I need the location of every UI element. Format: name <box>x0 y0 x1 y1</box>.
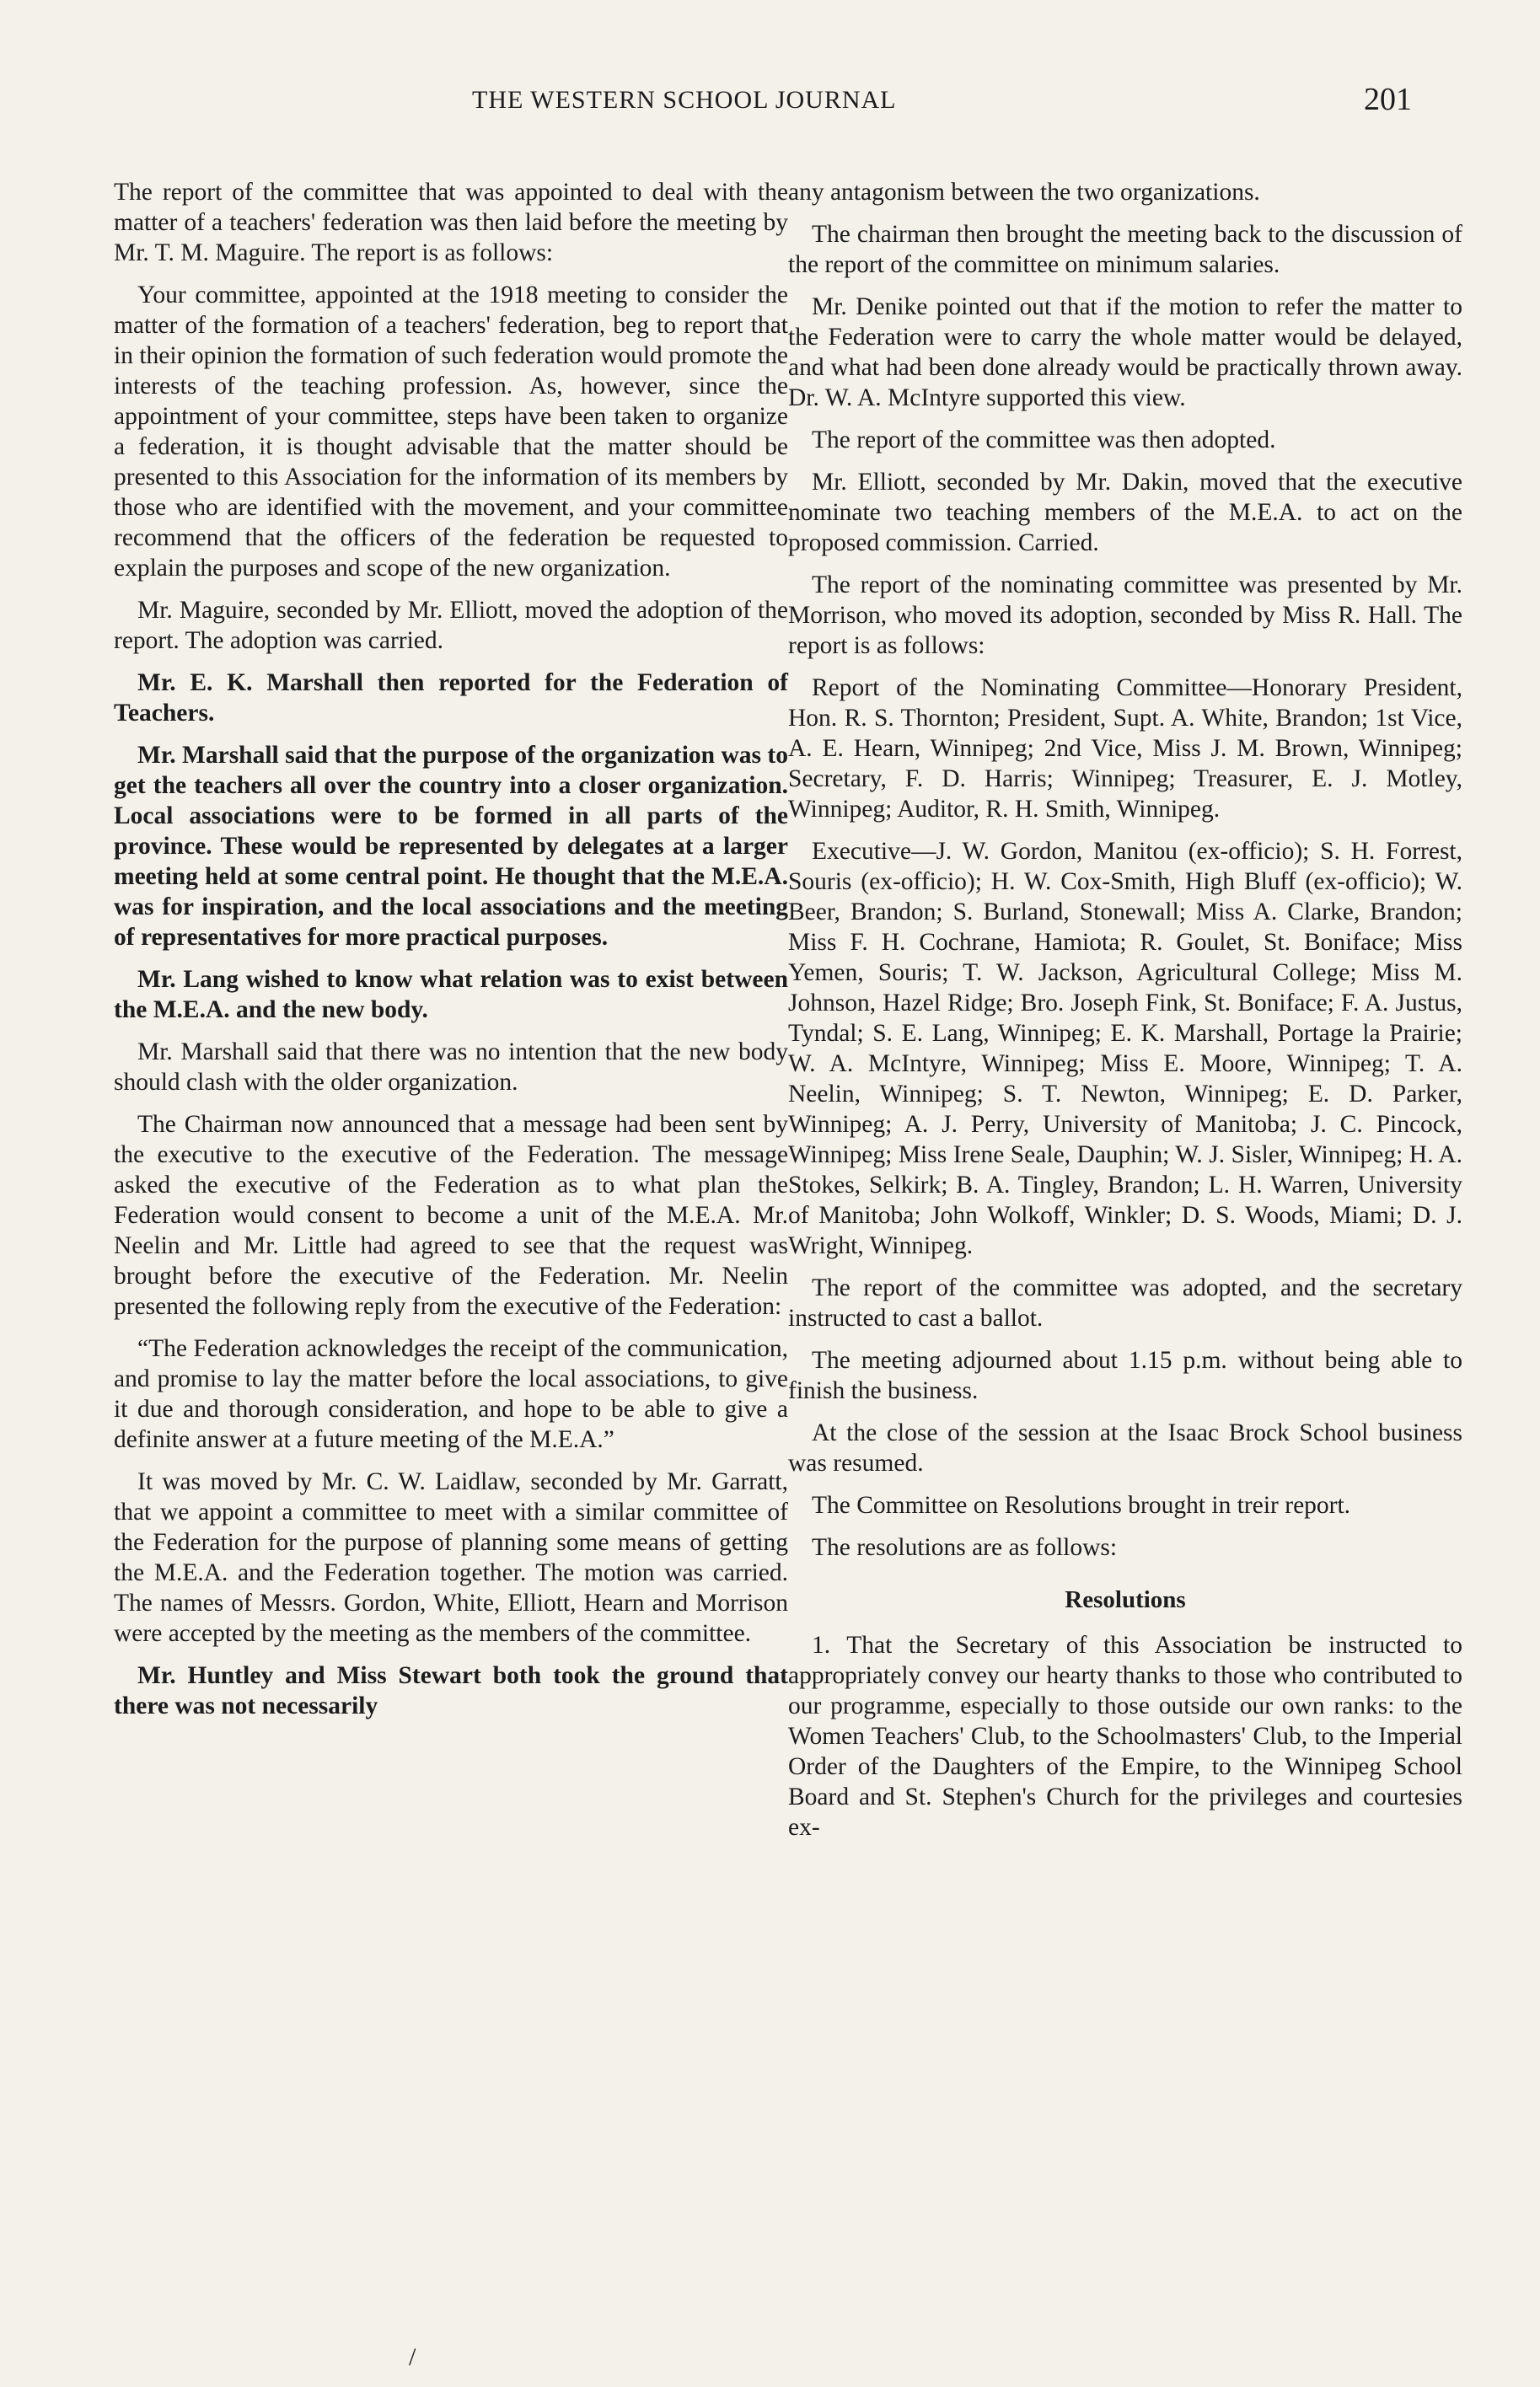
paragraph-maguire-motion: Mr. Maguire, seconded by Mr. Elliott, moved the adoption of the report. The adoption was carried. <box>114 597 788 654</box>
paragraph-federation-reply: “The Federation acknowledges the receipt of the communication, and promise to lay the matter before the local associations, to give it due and thorough consideration, and hope to be able to give a definite answer at a future meeting of the M.E.A.” <box>114 1335 788 1453</box>
paragraph-marshall-reply: Mr. Marshall said that there was no intention that the new body should clash with the older organization. <box>114 1038 788 1096</box>
paragraph-laidlaw-motion: It was moved by Mr. C. W. Laidlaw, seconded by Mr. Garratt, that we appoint a committee to meet with a similar committee of the Federation for the purpose of planning some means of getting the M.E.A. and the Federation together. The motion was carried. The names of Messrs. Gordon, White, Elliott, Hearn and Morrison were accepted by the meeting as the members of the committee. <box>114 1468 788 1647</box>
paragraph-isaac-brock: At the close of the session at the Isaac Brock School business was resumed. <box>788 1419 1462 1477</box>
page-number: 201 <box>1364 82 1412 117</box>
paragraph-resolutions-follow: The resolutions are as follows: <box>812 1534 1118 1561</box>
paragraph-report-adopted: The report of the committee was then adopted. <box>812 426 1276 453</box>
paragraph-executive-list: Executive—J. W. Gordon, Manitou (ex-officio); S. H. Forrest, Souris (ex-officio); H. W. Cox-Smith, High Bluff (ex-officio); W. Beer, Brandon; S. Burland, Stonewall; Miss A. Clarke, Brandon; Miss F. H. Cochrane, Hamiota; R. Goulet, St. Boniface; Miss Yemen, Souris; T. W. Jackson, Agricultural College; Miss M. Johnson, Hazel Ridge; Bro. Joseph Fink, St. Boniface; F. A. Justus, Tyndal; S. E. Lang, Winnipeg; E. K. Marshall, Portage la Prairie; W. A. McIntyre, Winnipeg; Miss E. Moore, Winnipeg; T. A. Neelin, Winnipeg; S. T. Newton, Winnipeg; E. D. Parker, Winnipeg; A. J. Perry, University of Manitoba; J. C. Pincock, Winnipeg; Miss Irene Seale, Dauphin; W. J. Sisler, Winnipeg; H. A. Stokes, Selkirk; B. A. Tingley, Brandon; L. H. Warren, University of Manitoba; John Wolkoff, Winkler; D. S. Woods, Miami; D. J. Wright, Winnipeg. <box>788 838 1462 1259</box>
paragraph-chairman-message: The Chairman now announced that a message had been sent by the executive to the executive of the Federation. The message asked the executive of the Federation as to what plan the Federation would consent to become a unit of the M.E.A. Mr. Neelin and Mr. Little had agreed to see that the request was brought before the executive of the Federation. Mr. Neelin presented the following reply from the executive of the Federation: <box>114 1111 788 1320</box>
paragraph-nominating-report: Report of the Nominating Committee—Honorary President, Hon. R. S. Thornton; President, Supt. A. White, Brandon; 1st Vice, A. E. Hearn, Winnipeg; 2nd Vice, Miss J. M. Brown, Winnipeg; Secretary, F. D. Harris; Winnipeg; Treasurer, E. J. Motley, Winnipeg; Auditor, R. H. Smith, Winnipeg. <box>788 674 1462 823</box>
paragraph-lang-question: Mr. Lang wished to know what relation was to exist between the M.E.A. and the new body. <box>114 966 788 1023</box>
paragraph-nominating-intro: The report of the nominating committee was presented by Mr. Morrison, who moved its adoption, seconded by Miss R. Hall. The report is as follows: <box>788 571 1462 659</box>
resolutions-heading: Resolutions <box>1065 1586 1186 1613</box>
paragraph-resolution-1: 1. That the Secretary of this Association be instructed to appropriately convey our hearty thanks to those who contributed to our programme, especially to those outside our own ranks: to the Women Teachers' Club, to the Schoolmasters' Club, to the Imperial Order of the Daughters of the Empire, to the Winnipeg School Board and St. Stephen's Church for the privileges and courtesies ex- <box>788 1632 1462 1841</box>
paragraph-antagonism: any antagonism between the two organizations. <box>788 179 1260 206</box>
paragraph-marshall-purpose: Mr. Marshall said that the purpose of the organization was to get the teachers all over the country into a closer organization. Local associations were to be formed in all parts of the province. These would be represented by delegates at a larger meeting held at some central point. He thought that the M.E.A. was for inspiration, and the local associations and the meeting of representatives for more practical purposes. <box>114 742 788 951</box>
paragraph-adjourned: The meeting adjourned about 1.15 p.m. without being able to finish the business. <box>788 1347 1462 1404</box>
paragraph-elliott-motion: Mr. Elliott, seconded by Mr. Dakin, moved that the executive nominate two teaching members of the M.E.A. to act on the proposed commission. Carried. <box>788 469 1462 556</box>
paragraph-chairman-salaries: The chairman then brought the meeting back to the discussion of the report of the committee on minimum salaries. <box>788 221 1462 278</box>
left-column <box>114 177 788 1733</box>
paragraph-marshall-report: Mr. E. K. Marshall then reported for the Federation of Teachers. <box>114 669 788 727</box>
paragraph-ballot: The report of the committee was adopted, and the secretary instructed to cast a ballot. <box>788 1274 1462 1332</box>
right-column <box>788 177 1462 1854</box>
running-title: THE WESTERN SCHOOL JOURNAL <box>472 86 897 114</box>
paragraph-committee-report: Your committee, appointed at the 1918 meeting to consider the matter of the formation of a teachers' federation, beg to report that in their opinion the formation of such federation would promote the interests of the teaching profession. As, however, since the appointment of your committee, steps have been taken to organize a federation, it is thought advisable that the matter should be presented to this Association for the information of its members by those who are identified with the movement, and your committee recommend that the officers of the federation be requested to explain the purposes and scope of the new organization. <box>114 282 788 582</box>
paragraph-report-intro: The report of the committee that was appointed to deal with the matter of a teachers' federation was then laid before the meeting by Mr. T. M. Maguire. The report is as follows: <box>114 179 788 266</box>
footer-mark: / <box>409 2343 416 2371</box>
paragraph-denike: Mr. Denike pointed out that if the motion to refer the matter to the Federation were to carry the whole matter would be delayed, and what had been done already would be practically thrown away. Dr. W. A. McIntyre supported this view. <box>788 293 1462 411</box>
paragraph-huntley-stewart: Mr. Huntley and Miss Stewart both took the ground that there was not necessarily <box>114 1662 788 1719</box>
paragraph-resolutions-committee: The Committee on Resolutions brought in treir report. <box>812 1492 1351 1519</box>
